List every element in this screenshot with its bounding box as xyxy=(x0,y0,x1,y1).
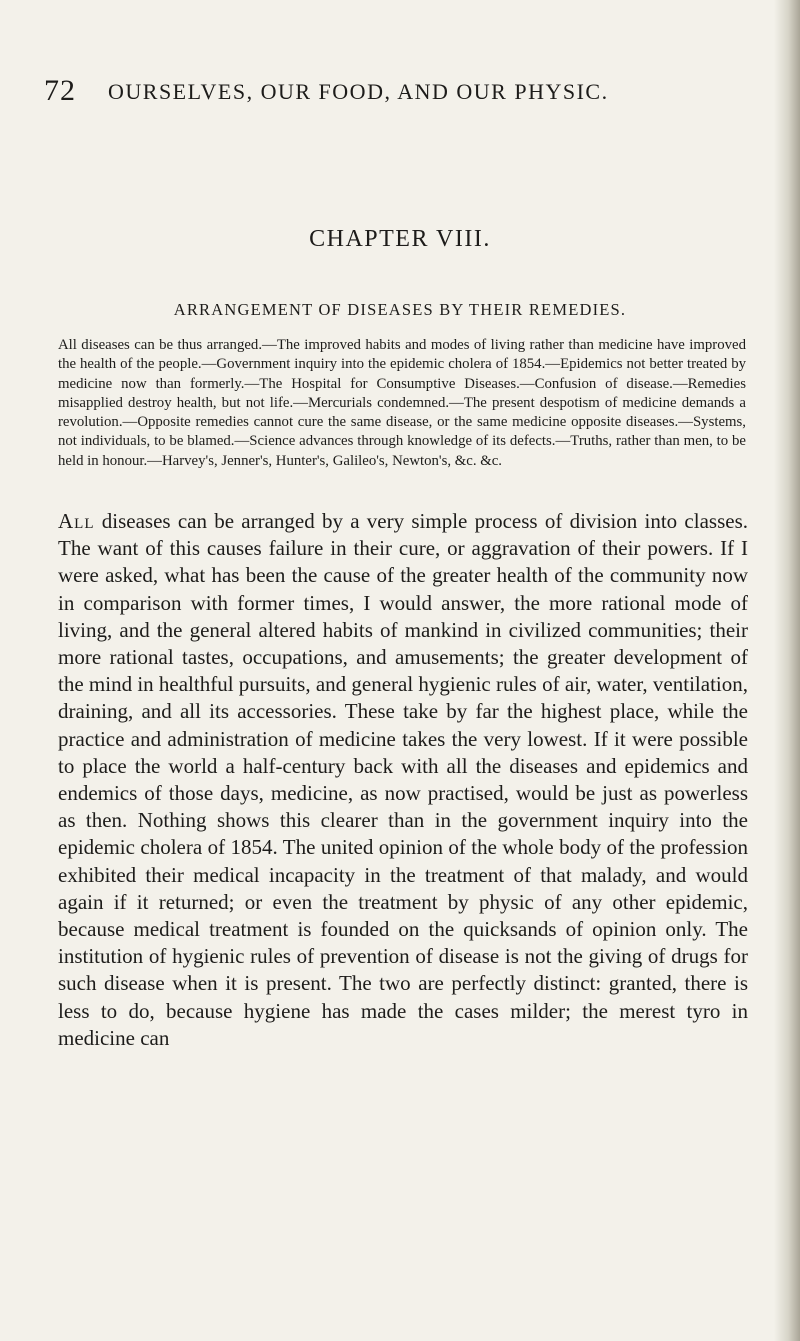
book-page xyxy=(40,0,760,1341)
chapter-summary: All diseases can be thus arranged.—The improved habits and modes of living rather than medicine have improved the health of the people.—Government inquiry into the epidemic cholera of 1854.—Epidemics not better treated by medicine now than formerly.—The Hospital for Consumptive Diseases.—Confusion of disease.—Remedies misapplied destroy health, but not life.—Mercurials condemned.—The present despotism of medicine demands a revolution.—Opposite remedies cannot cure the same disease, or the same medicine opposite diseases.—Systems, not individuals, to be blamed.—Science advances through knowledge of its defects.—Truths, rather than men, to be held in honour.—Harvey's, Jenner's, Hunter's, Galileo's, Newton's, &c. &c. xyxy=(58,337,746,469)
paragraph-lead-word: All xyxy=(58,509,95,533)
body-paragraph xyxy=(58,508,748,1052)
running-head: OURSELVES, OUR FOOD, AND OUR PHYSIC. xyxy=(108,79,609,104)
page-number: 72 xyxy=(44,74,76,107)
chapter-subtitle: ARRANGEMENT OF DISEASES BY THEIR REMEDIES. xyxy=(173,300,627,319)
chapter-title: CHAPTER VIII. xyxy=(309,226,491,252)
paragraph-text: diseases can be arranged by a very simple process of division into classes. The want of this causes failure in their cure, or aggravation of their powers. If I were asked, what has been the cause of the greater health of the community now in comparison with former times, I would answer, the more rational mode of living, and the general altered habits of mankind in civilized communities; their more rational tastes, occupations, and amusements; the greater development of the mind in healthful pursuits, and general hygienic rules of air, water, ventilation, draining, and all its accessories. These take by far the highest place, while the practice and administration of medicine takes the very lowest. If it were possible to place the world a half-century back with all the diseases and epidemics and endemics of those days, medicine, as now practised, would be just as powerless as then. Nothing shows this clearer than in the government inquiry into the epidemic cholera of 1854. The united opinion of the whole body of the profession exhibited their medical incapacity in the treatment of that malady, and would again if it returned; or even the treatment by physic of any other epidemic, because medical treatment is founded on the quicksands of opinion only. The institution of hygienic rules of prevention of disease is not the giving of drugs for such disease when it is present. The two are perfectly distinct: granted, there is less to do, because hygiene has made the cases milder; the merest tyro in medicine can xyxy=(58,509,748,1050)
page-header xyxy=(44,76,744,116)
page-edge-shadow xyxy=(774,0,800,1341)
